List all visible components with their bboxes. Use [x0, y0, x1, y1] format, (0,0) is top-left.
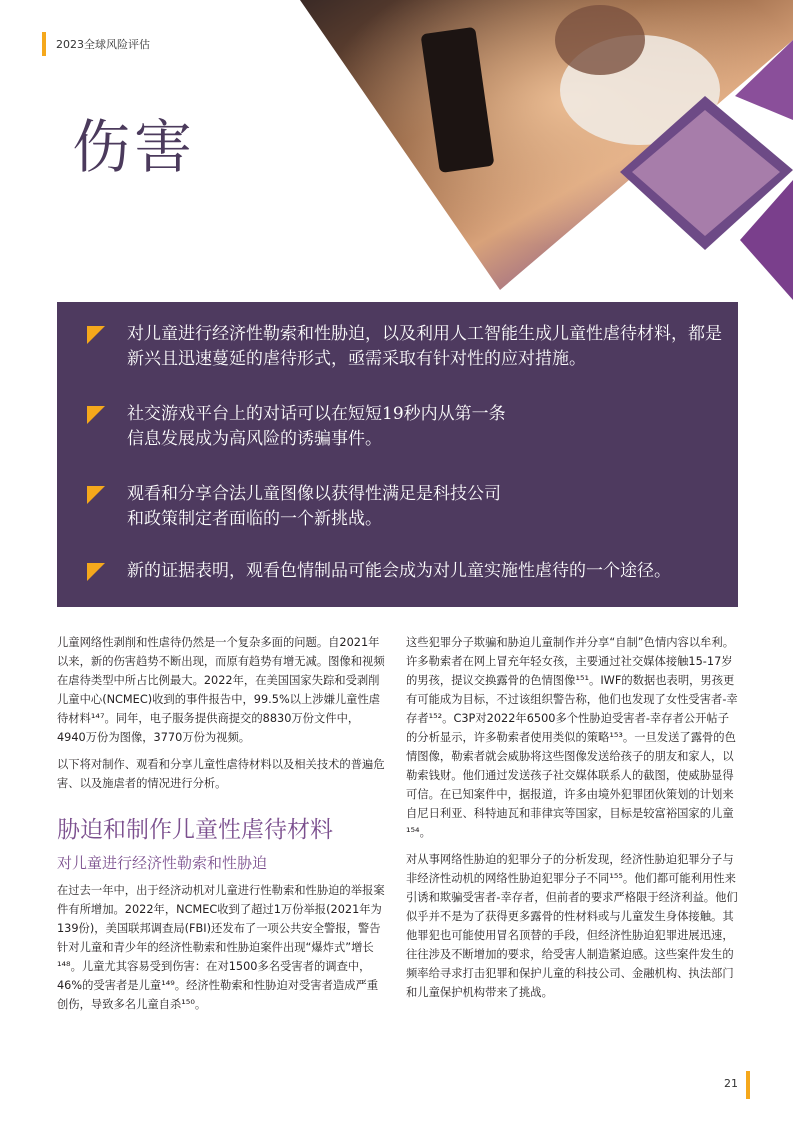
subsection-heading: 对儿童进行经济性勒索和性胁迫 — [57, 854, 268, 872]
right-column — [406, 633, 738, 1010]
key-findings-box — [57, 302, 738, 607]
key-finding-text: 对儿童进行经济性勒索和性胁迫，以及利用人工智能生成儿童性虐待材料，都是新兴且迅速蔓延的虐待形式，亟需采取有针对性的应对措施。 — [127, 324, 722, 369]
body-paragraph: 在过去一年中，出于经济动机对儿童进行性勒索和性胁迫的举报案件有所增加。2022年，NCMEC收到了超过1万份举报(2021年为139份)，美国联邦调查局(FBI)还发布了一项公共安全警报，警告针对儿童和青少年的经济性勒索和性胁迫案件出现“爆炸式”增长¹⁴⁸。儿童尤其容易受到伤害：在对1500多名受害者的调查中，46%的受害者是儿童¹⁴⁹。经济性勒索和性胁迫对受害者造成严重创伤，导致多名儿童自杀¹⁵⁰。 — [57, 884, 385, 1011]
key-finding-text: 社交游戏平台上的对话可以在短短19秒内从第一条信息发展成为高风险的诱骗事件。 — [127, 404, 506, 449]
body-paragraph: 儿童网络性剥削和性虐待仍然是一个复杂多面的问题。自2021年以来，新的伤害趋势不断出现，而原有趋势有增无减。图像和视频在虐待类型中所占比例最大。2022年，在美国国家失踪和受剥削儿童中心(NCMEC)收到的事件报告中，99.5%以上涉嫌儿童性虐待材料¹⁴⁷。同年，电子服务提供商提交的8830万份文件中，4940万份为图像，3770万份为视频。 — [57, 636, 385, 744]
page-title: 伤害 — [72, 113, 197, 181]
triangle-bullet-icon — [87, 326, 105, 344]
section-heading: 胁迫和制作儿童性虐待材料 — [57, 817, 333, 843]
page-number: 21 — [724, 1077, 738, 1090]
body-paragraph: 以下将对制作、观看和分享儿童性虐待材料以及相关技术的普遍危害、以及施虐者的情况进行分析。 — [57, 758, 385, 790]
body-paragraph: 对从事网络性胁迫的犯罪分子的分析发现，经济性胁迫犯罪分子与非经济性动机的网络性胁迫犯罪分子不同¹⁵⁵。他们都可能利用性来引诱和欺骗受害者-幸存者，但前者的要求严格限于经济利益。他们似乎并不是为了获得更多露骨的性材料或与儿童发生身体接触。其他罪犯也可能使用冒名顶替的手段，但经济性胁迫犯罪进展迅速，往往涉及不断增加的要求，给受害人制造紧迫感。这些案件发生的频率给寻求打击犯罪和保护儿童的科技公司、金融机构、执法部门和儿童保护机构带来了挑战。 — [406, 853, 738, 999]
footer-accent-bar — [746, 1071, 750, 1099]
key-finding-item — [87, 402, 727, 452]
report-name: 2023全球风险评估 — [56, 38, 150, 51]
body-paragraph: 这些犯罪分子欺骗和胁迫儿童制作并分享“自制”色情内容以牟利。许多勒索者在网上冒充年轻女孩，主要通过社交媒体接触15-17岁的男孩，提议交换露骨的色情图像¹⁵¹。IWF的数据也表明，男孩更有可能成为目标，不过该组织警告称，他们也发现了女性受害者-幸存者¹⁵²。C3P对2022年6500多个性胁迫受害者-幸存者公开帖子的分析显示，许多勒索者使用类似的策略¹⁵³。一旦发送了露骨的色情图像，勒索者就会威胁将这些图像发送给孩子的朋友和家人，以勒索钱财。他们通过发送孩子社交媒体联系人的截图，使威胁显得可信。在已知案件中，据报道，许多由境外犯罪团伙策划的计划来自尼日利亚、科特迪瓦和菲律宾等国家，目标是较富裕国家的儿童¹⁵⁴。 — [406, 636, 738, 839]
key-finding-item — [87, 559, 727, 584]
triangle-bullet-icon — [87, 563, 105, 581]
key-finding-text: 新的证据表明，观看色情制品可能会成为对儿童实施性虐待的一个途径。 — [127, 561, 671, 581]
key-finding-item — [87, 322, 727, 372]
key-finding-text: 观看和分享合法儿童图像以获得性满足是科技公司和政策制定者面临的一个新挑战。 — [127, 484, 501, 529]
key-finding-item — [87, 482, 727, 532]
triangle-bullet-icon — [87, 406, 105, 424]
triangle-bullet-icon — [87, 486, 105, 504]
left-column — [57, 633, 387, 1022]
